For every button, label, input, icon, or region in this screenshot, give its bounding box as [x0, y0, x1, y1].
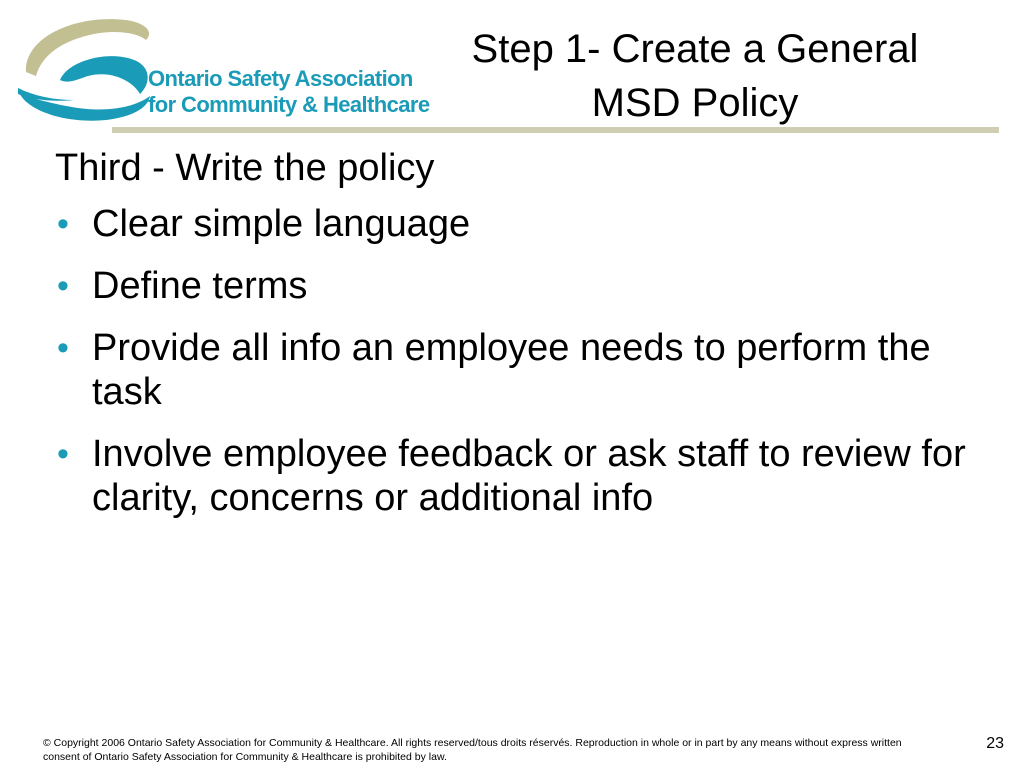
osach-swirl-logo-icon: [14, 10, 154, 128]
bullet-item: [55, 202, 1005, 246]
slide-title-line-2: MSD Policy: [591, 81, 799, 125]
slide-title-line-1: Step 1- Create a General: [471, 27, 919, 71]
bullet-item: [55, 264, 1005, 308]
lead-text: Third - Write the policy: [55, 147, 435, 189]
slide-body: [55, 146, 1005, 538]
bullet-icon: •: [57, 435, 69, 473]
bullet-text: Provide all info an employee needs to perform the task: [92, 327, 931, 413]
copyright-footer: © Copyright 2006 Ontario Safety Association for Community & Healthcare. All rights reserved/tous droits réservés. Reproduction in whole or in part by any means without express written consent of Ontario Safety Association for Community & Healthcare is prohibited by law.: [43, 737, 902, 763]
bullet-icon: •: [57, 329, 69, 367]
slide-title: [420, 22, 970, 130]
logo-line-1: Ontario Safety Association: [148, 66, 413, 91]
bullet-text: Clear simple language: [92, 203, 471, 245]
bullet-list: [55, 202, 1005, 520]
page-number: 23: [986, 735, 1004, 752]
bullet-text: Define terms: [92, 265, 308, 307]
bullet-text: Involve employee feedback or ask staff to review for clarity, concerns or additional info: [92, 433, 966, 519]
bullet-item: [55, 432, 1005, 520]
bullet-item: [55, 326, 1005, 414]
header-divider: [112, 127, 999, 133]
osach-logo: [14, 10, 430, 128]
bullet-icon: •: [57, 267, 69, 305]
logo-wordmark: [148, 66, 429, 118]
logo-line-2: for Community & Healthcare: [148, 92, 430, 117]
bullet-icon: •: [57, 205, 69, 243]
